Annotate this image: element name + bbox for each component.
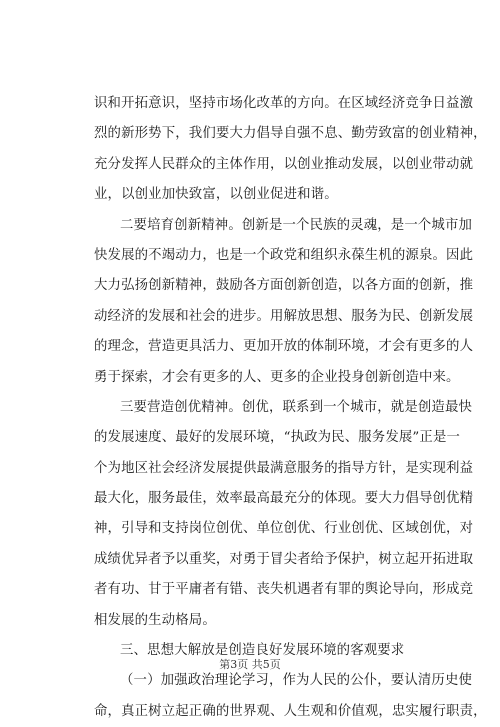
- text-line: 成绩优异者予以重奖，对勇于冒尖者给予保护，树立起开拓进取: [94, 551, 474, 567]
- text-line: 识和开拓意识，坚持市场化改革的方向。在区域经济竞争日益激: [94, 96, 474, 111]
- text-line: 快发展的不竭动力，也是一个政党和组织永葆生机的源泉。因此: [94, 247, 474, 263]
- text-line: 动经济的发展和社会的进步。用解放思想、服务为民、创新发展: [94, 308, 474, 324]
- text-line: 命，真正树立起正确的世界观、人生观和价值观，忠实履行职责，: [94, 703, 487, 719]
- paragraph-start: 二要培育创新精神。创新是一个民族的灵魂，是一个城市加: [120, 217, 473, 233]
- text-line: 大力弘扬创新精神，鼓励各方面创新创造，以各方面的创新，推: [94, 278, 474, 294]
- text-line: 最大化，服务最佳，效率最高最充分的体现。要大力倡导创优精: [94, 491, 474, 507]
- body-text: [94, 89, 487, 727]
- section-heading: 三、思想大解放是创造良好发展环境的客观要求: [120, 643, 405, 659]
- text-line: 个为地区社会经济发展提供最满意服务的指导方针，是实现利益: [94, 460, 474, 476]
- text-line: 者有功、甘于平庸者有错、丧失机遇者有罪的舆论导向，形成竞: [94, 582, 474, 598]
- text-line: 相发展的生动格局。: [94, 612, 216, 628]
- text-line: 充分发挥人民群众的主体作用，以创业推动发展，以创业带动就: [94, 156, 474, 172]
- text-line: 烈的新形势下，我们要大力倡导自强不息、勤劳致富的创业精神，: [94, 126, 487, 142]
- text-line: 业，以创业加快致富，以创业促进和谐。: [94, 187, 338, 203]
- text-line: 勇于探索，才会有更多的人、更多的企业投身创新创造中来。: [94, 369, 460, 385]
- page-footer: 第3页 共5页: [219, 658, 281, 671]
- text-line: 的理念，营造更具活力、更加开放的体制环境，才会有更多的人: [94, 339, 474, 355]
- text-line: 的发展速度、最好的发展环境，“执政为民、服务发展”正是一: [94, 430, 461, 446]
- text-line: 神，引导和支持岗位创优、单位创优、行业创优、区域创优，对: [94, 521, 474, 537]
- paragraph-start: 三要营造创优精神。创优，联系到一个城市，就是创造最快: [120, 399, 473, 415]
- paragraph-start: （一）加强政治理论学习，作为人民的公仆，要认清历史使: [120, 673, 473, 689]
